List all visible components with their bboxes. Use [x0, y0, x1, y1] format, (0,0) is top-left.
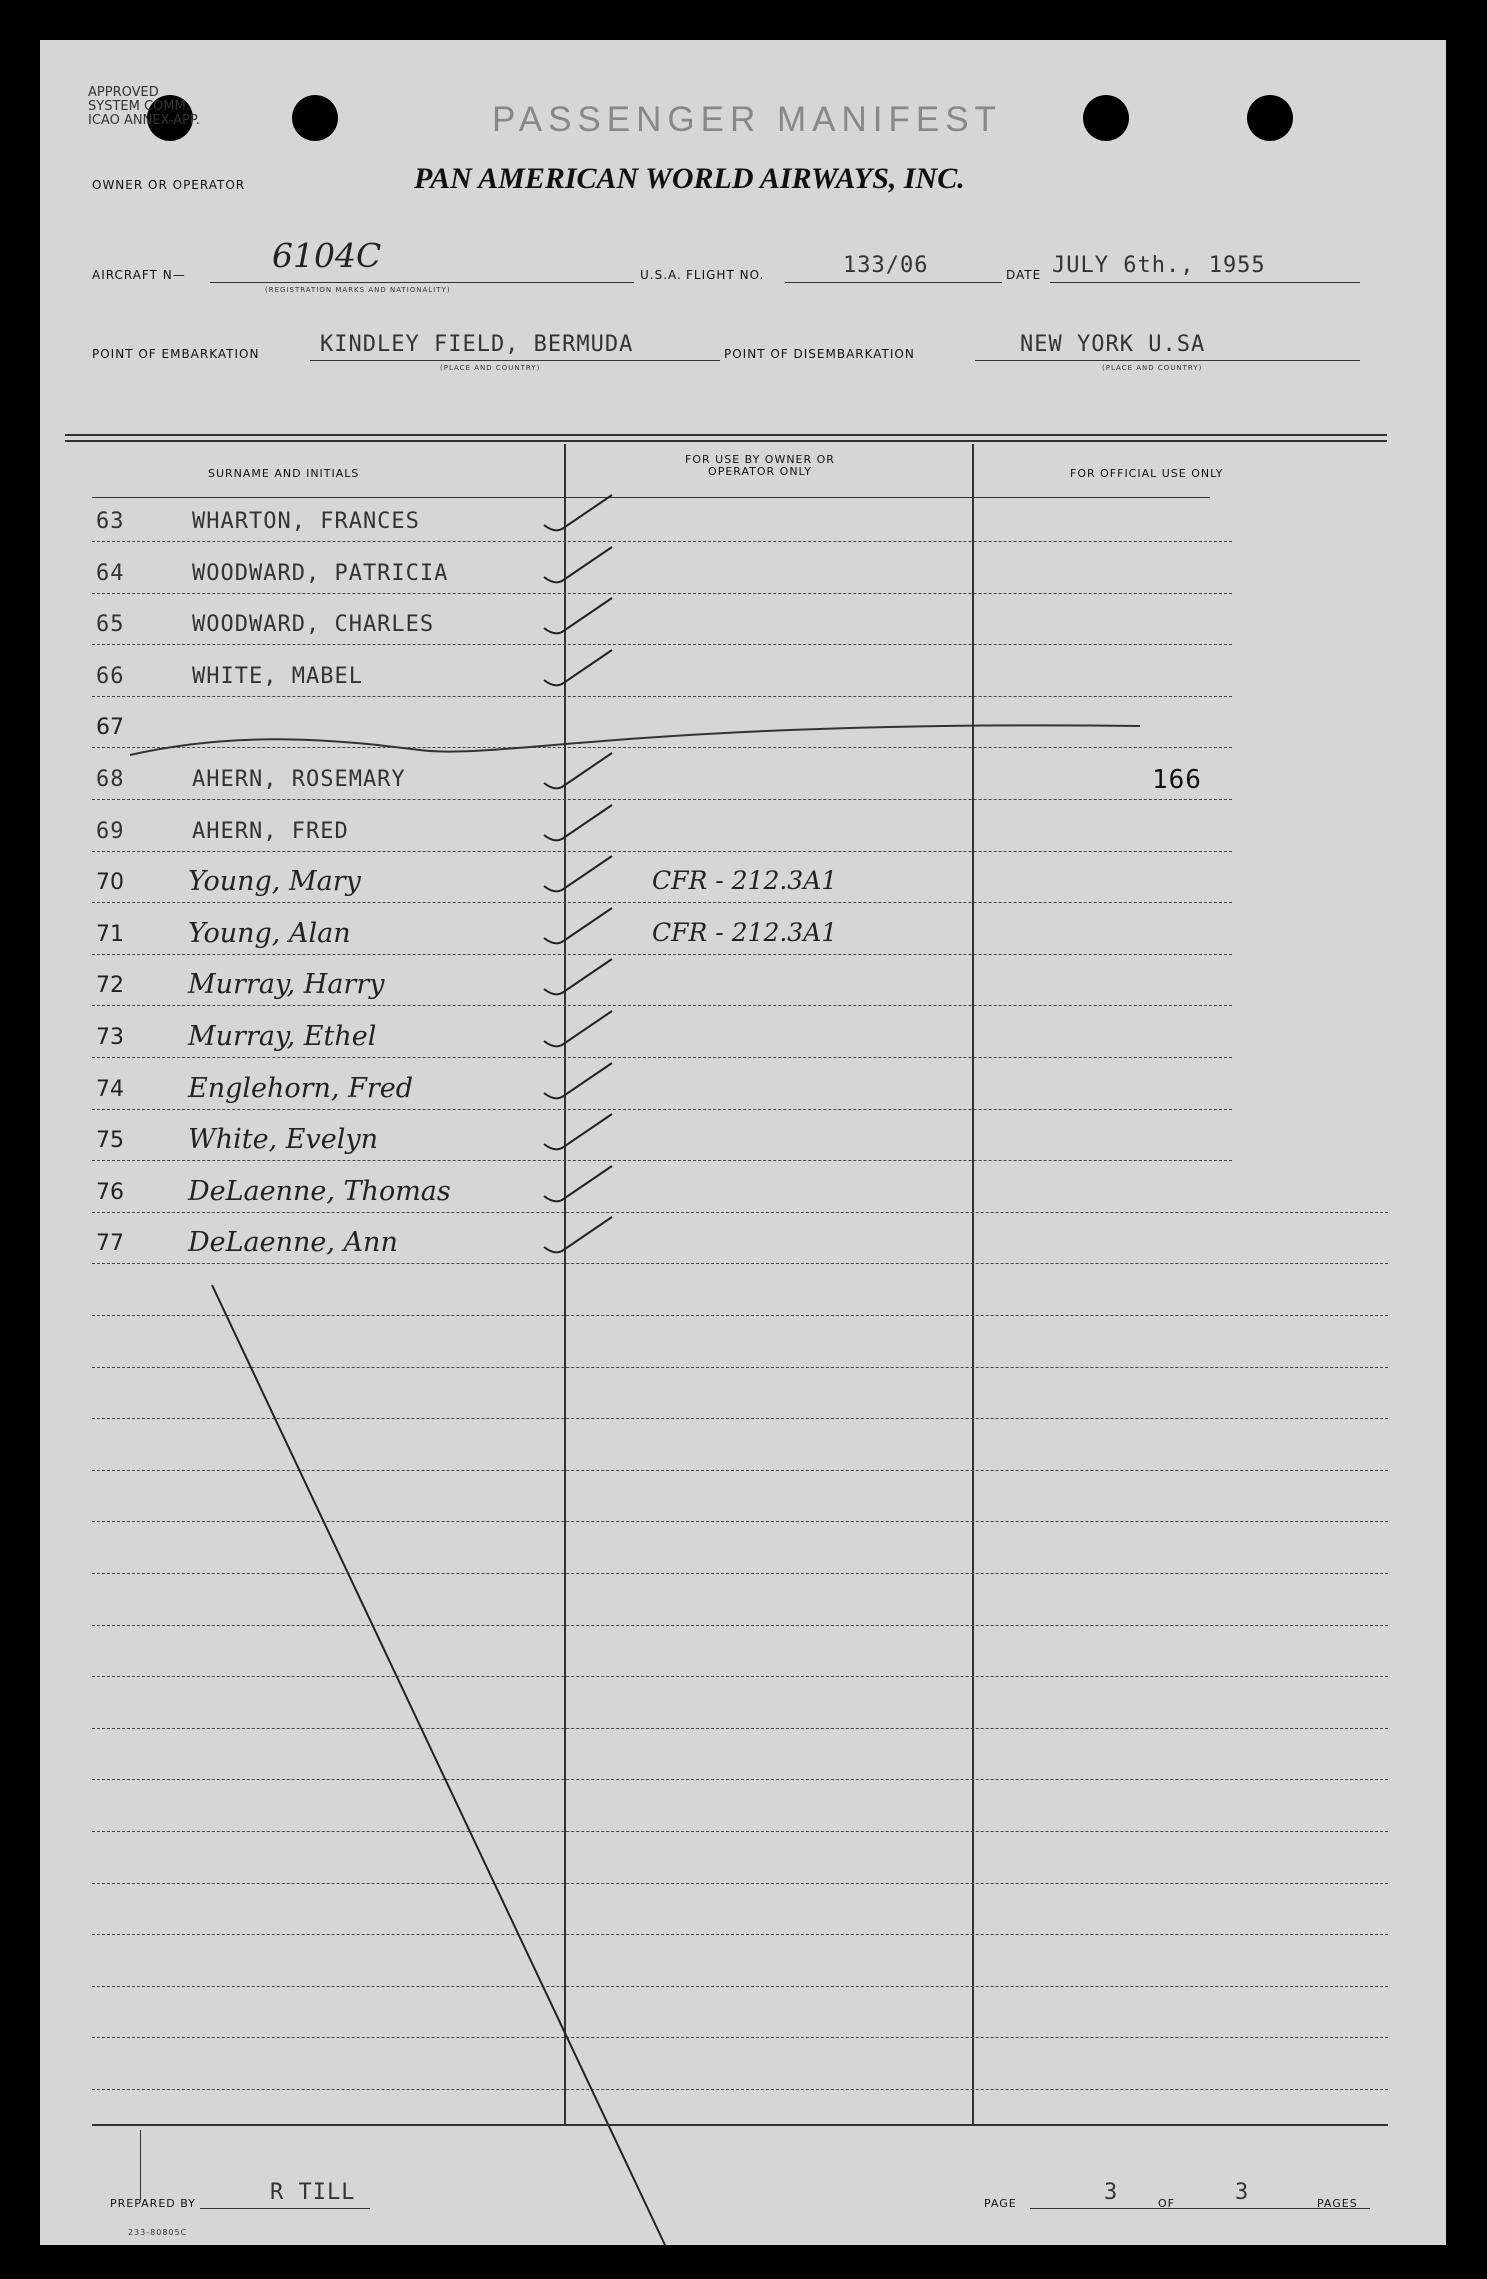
owner-note: CFR - 212.3A1 — [652, 917, 838, 947]
date-value: JULY 6th., 1955 — [1052, 253, 1266, 278]
passenger-name: WOODWARD, PATRICIA — [192, 560, 449, 586]
passenger-name: DeLaenne, Thomas — [188, 1175, 451, 1207]
embark-caption: (PLACE AND COUNTRY) — [440, 364, 541, 372]
passenger-name: WHITE, MABEL — [192, 663, 363, 689]
passenger-name: DeLaenne, Ann — [188, 1227, 398, 1259]
form-number: 233-80805C — [128, 2228, 188, 2237]
official-note: 166 — [1152, 765, 1202, 795]
date-label: DATE — [1006, 268, 1042, 282]
registration-caption: (REGISTRATION MARKS AND NATIONALITY) — [265, 286, 451, 294]
page-value: 3 — [1104, 2180, 1119, 2205]
passenger-name: WHARTON, FRANCES — [192, 509, 420, 534]
embark-label: POINT OF EMBARKATION — [92, 347, 260, 361]
row-number: 66 — [96, 663, 125, 689]
passenger-name: Murray, Ethel — [188, 1021, 377, 1052]
passenger-name: WOODWARD, CHARLES — [192, 612, 435, 638]
row-number: 68 — [96, 767, 125, 792]
approval-line: ICAO ANNEX-APP. — [88, 113, 200, 128]
row-number: 63 — [96, 509, 125, 534]
disembark-label: POINT OF DISEMBARKATION — [724, 347, 915, 361]
passenger-name: Englehorn, Fred — [188, 1072, 414, 1104]
passenger-name: White, Evelyn — [188, 1124, 378, 1156]
aircraft-value: 6104C — [272, 236, 382, 275]
pages-label: PAGES — [1317, 2197, 1358, 2210]
row-number: 65 — [96, 612, 125, 638]
page-label: PAGE — [984, 2197, 1017, 2210]
official-column-header: FOR OFFICIAL USE ONLY — [1070, 467, 1224, 480]
annotations-overlay — [40, 40, 1446, 2245]
passenger-name: Young, Alan — [188, 917, 351, 949]
strike-line — [130, 725, 1140, 755]
usa-label: U.S.A. — [640, 268, 682, 282]
disembark-value: NEW YORK U.SA — [1020, 332, 1206, 357]
row-number: 76 — [96, 1179, 124, 1205]
company-name: PAN AMERICAN WORLD AIRWAYS, INC. — [414, 162, 965, 195]
passenger-name: AHERN, FRED — [192, 818, 349, 844]
row-number: 72 — [96, 973, 124, 999]
of-value: 3 — [1235, 2180, 1250, 2205]
prepared-value: R TILL — [270, 2180, 356, 2205]
void-diagonal-line — [212, 1285, 665, 2245]
flight-value: 133/06 — [843, 253, 929, 278]
row-number: 73 — [96, 1025, 124, 1050]
row-number: 64 — [96, 560, 125, 586]
surname-column-header: SURNAME AND INITIALS — [208, 467, 360, 480]
approval-line: SYSTEM COMM. — [88, 99, 190, 114]
row-number: 74 — [96, 1076, 124, 1102]
row-number: 77 — [96, 1231, 124, 1257]
approval-line: APPROVED — [88, 85, 159, 100]
row-number: 69 — [96, 818, 125, 844]
flight-label: FLIGHT NO. — [686, 268, 765, 282]
disembark-caption: (PLACE AND COUNTRY) — [1102, 364, 1203, 372]
prepared-label: PREPARED BY — [110, 2197, 196, 2210]
owner-column-header: FOR USE BY OWNER OR OPERATOR ONLY — [685, 453, 835, 478]
passenger-name: AHERN, ROSEMARY — [192, 767, 406, 792]
page-title: PASSENGER MANIFEST — [492, 100, 1002, 139]
owner-label: OWNER OR OPERATOR — [92, 178, 246, 192]
row-number: 70 — [96, 870, 124, 896]
manifest-sheet — [40, 40, 1446, 2245]
owner-note: CFR - 212.3A1 — [652, 866, 838, 896]
passenger-name: Murray, Harry — [188, 969, 385, 1001]
embark-value: KINDLEY FIELD, BERMUDA — [320, 332, 634, 357]
row-number: 75 — [96, 1128, 124, 1154]
row-number: 71 — [96, 921, 124, 947]
passenger-name: Young, Mary — [188, 866, 361, 898]
row-number: 67 — [96, 715, 124, 741]
of-label: OF — [1158, 2197, 1175, 2210]
aircraft-label: AIRCRAFT N— — [92, 268, 186, 282]
